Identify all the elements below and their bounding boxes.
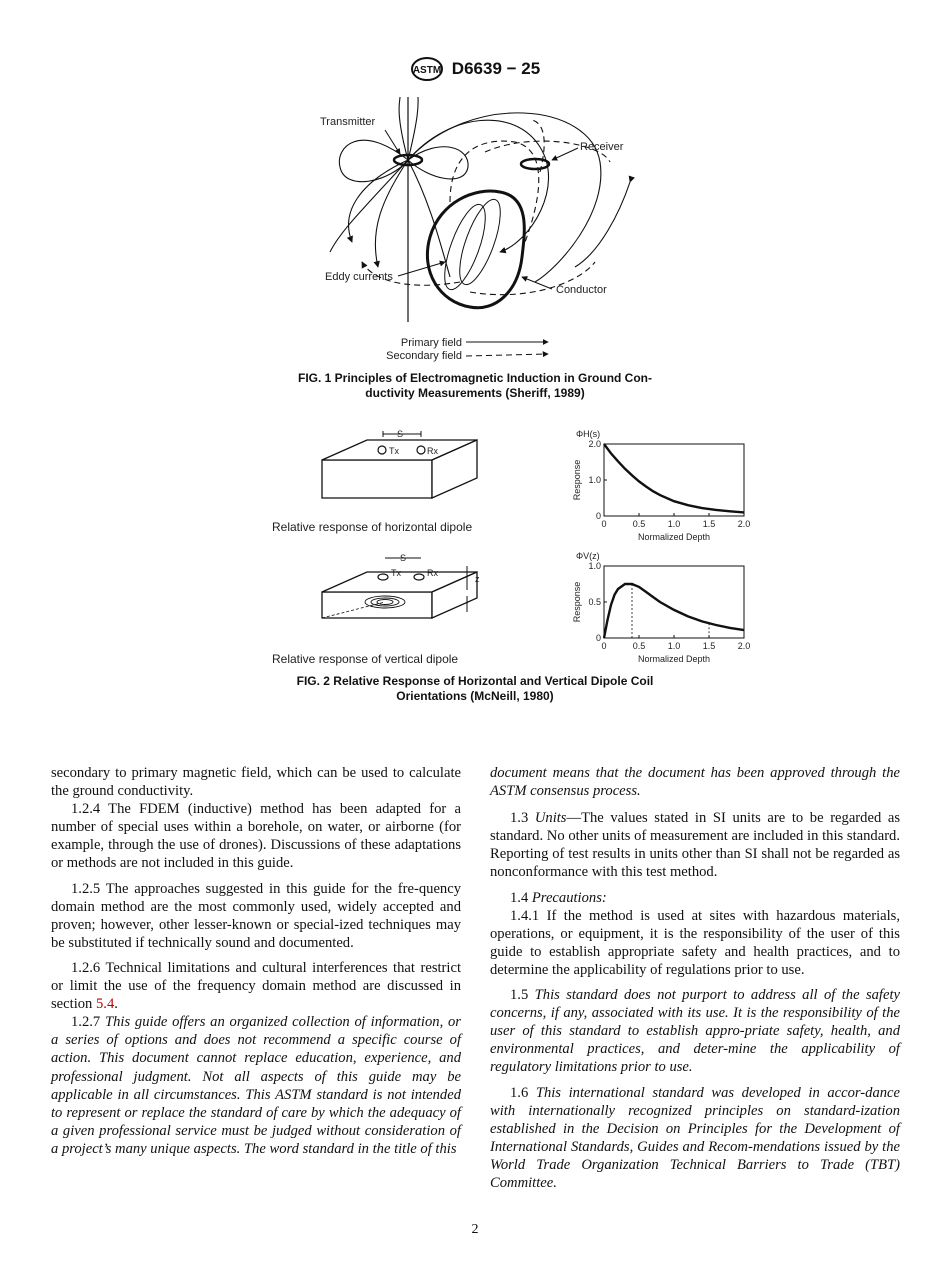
x-tick-label: 0.5 — [632, 519, 646, 529]
paragraph-1-6: 1.6 This international standard was developed in accor-dance with internationally recognized principles on standard-ization established in the Decision on Principles for the Development of International Standards, Guides and Recom-mendations issued by the World Trade Organization Technical Barriers to Trade (TBT) Committee. — [490, 1084, 900, 1191]
y-tick-label: 0 — [595, 633, 601, 643]
figure-1-caption: FIG. 1 Principles of Electromagnetic Induction in Ground Con- ductivity Measurements (Sheriff, 1989) — [297, 371, 653, 400]
label-transmitter: Transmitter — [320, 116, 376, 128]
x-tick-label: 0 — [601, 519, 607, 529]
chart-title: ΦH(s) — [576, 429, 601, 439]
y-tick-label: 0 — [595, 511, 601, 521]
label-receiver: Receiver — [580, 141, 624, 153]
section-link[interactable]: 5.4 — [96, 996, 115, 1013]
paragraph-1-4-1: 1.4.1 If the method is used at sites with hazardous materials, operations, or equipment, it is the responsibility of the user of this guide to establish appropriate safety and health practices, and to determine the applicability of regulations prior to use. — [490, 907, 900, 978]
figure-1-diagram — [300, 92, 660, 367]
horizontal-dipole-label: Relative response of horizontal dipole — [272, 520, 473, 534]
paragraph-1-5: 1.5 This standard does not purport to address all of the safety concerns, if any, associated with its use. It is the responsibility of the user of this standard to establish appro-priate safety, health, and environmental practices, and deter-mine the applicability of regulatory limitations prior to use. — [490, 987, 900, 1076]
page-number: 2 — [471, 1222, 479, 1237]
svg-text:Rx: Rx — [427, 568, 438, 578]
y-axis-label: Response — [572, 581, 582, 623]
paragraph-1-2-7: 1.2.7 This guide offers an organized collection of information, or a series of options and does not recommend a specific course of action. This document cannot replace education, experience, and professional judgment. Not all aspects of this guide may be applicable in all circumstances. This ASTM standard is not intended to represent or replace the standard of care by which the adequacy of a given professional service must be judged without consideration of a project’s many unique aspects. The word standard in the title of this — [51, 1014, 461, 1157]
svg-text:z: z — [475, 574, 480, 584]
x-tick-label: 2.0 — [737, 641, 751, 651]
receiver-coil-icon — [521, 159, 549, 169]
svg-text:S: S — [396, 429, 404, 439]
paragraph-1-2-4: 1.2.4 The FDEM (inductive) method has been adapted for a number of special uses within a borehole, on water, or airborne (for example, through the use of drones). Discussions of these adaptations or methods are not included in this guide. — [51, 801, 461, 872]
response-curve — [604, 584, 744, 638]
right-column — [490, 764, 900, 1192]
paragraph-1-4: 1.4 Precautions: — [510, 889, 607, 906]
x-tick-label: 1.5 — [702, 519, 716, 529]
paragraph-1-2-6: 1.2.6 Technical limitations and cultural interferences that restrict or limit the use of the frequency domain method are discussed in section 5.4. — [51, 959, 461, 1013]
vertical-dipole-label: Relative response of vertical dipole — [272, 652, 459, 666]
paragraph: document means that the document has been approved through the ASTM consensus process. — [490, 765, 900, 800]
svg-text:Rx: Rx — [427, 446, 438, 456]
paragraph-1-2-5: 1.2.5 The approaches suggested in this guide for the fre-quency domain method are the most commonly used, widely accepted and proven; however, other lesser-known or special-ized techniques may be substituted if technically sound and documented. — [51, 880, 461, 951]
horizontal-dipole-block — [315, 428, 495, 513]
label-conductor: Conductor — [556, 284, 607, 296]
designation-title: D6639 − 25 — [451, 59, 541, 78]
svg-text:ASTM: ASTM — [412, 65, 441, 76]
x-tick-label: 0 — [601, 641, 607, 651]
y-tick-label: 1.0 — [588, 475, 601, 485]
x-tick-label: 0.5 — [632, 641, 646, 651]
y-axis-label: Response — [572, 459, 582, 501]
label-eddy-currents: Eddy currents — [325, 271, 393, 283]
x-axis-label: Normalized Depth — [637, 532, 711, 542]
x-tick-label: 1.0 — [667, 641, 681, 651]
y-tick-label: 1.0 — [588, 561, 601, 571]
x-tick-label: 1.0 — [667, 519, 681, 529]
paragraph: secondary to primary magnetic field, which can be used to calculate the ground conductivity. — [51, 765, 461, 800]
left-column — [51, 764, 461, 1158]
legend-secondary-field: Secondary field — [386, 350, 462, 362]
vertical-response-chart — [566, 548, 766, 670]
x-tick-label: 2.0 — [737, 519, 751, 529]
astm-logo-icon — [410, 56, 444, 82]
page-header — [0, 56, 950, 82]
legend-primary-field: Primary field — [400, 337, 462, 349]
response-curve — [604, 444, 744, 512]
x-axis-label: Normalized Depth — [637, 654, 711, 664]
y-tick-label: 0.5 — [588, 597, 601, 607]
svg-text:Tx: Tx — [391, 568, 401, 578]
svg-text:S: S — [399, 553, 407, 563]
paragraph-1-3: 1.3 Units—The values stated in SI units are to be regarded as standard. No other units of measurement are included in this standard. Reporting of test results in units other than SI shall not be regarded as nonconformance with this test method. — [490, 810, 900, 881]
horizontal-response-chart — [566, 426, 766, 546]
y-tick-label: 2.0 — [588, 439, 601, 449]
x-tick-label: 1.5 — [702, 641, 716, 651]
chart-title: ΦV(z) — [576, 551, 600, 561]
vertical-dipole-block — [315, 552, 495, 637]
figure-2-caption: FIG. 2 Relative Response of Horizontal and Vertical Dipole Coil Orientations (McNeill, 1980) — [296, 674, 654, 703]
chart-frame — [604, 444, 744, 516]
svg-text:Tx: Tx — [389, 446, 399, 456]
